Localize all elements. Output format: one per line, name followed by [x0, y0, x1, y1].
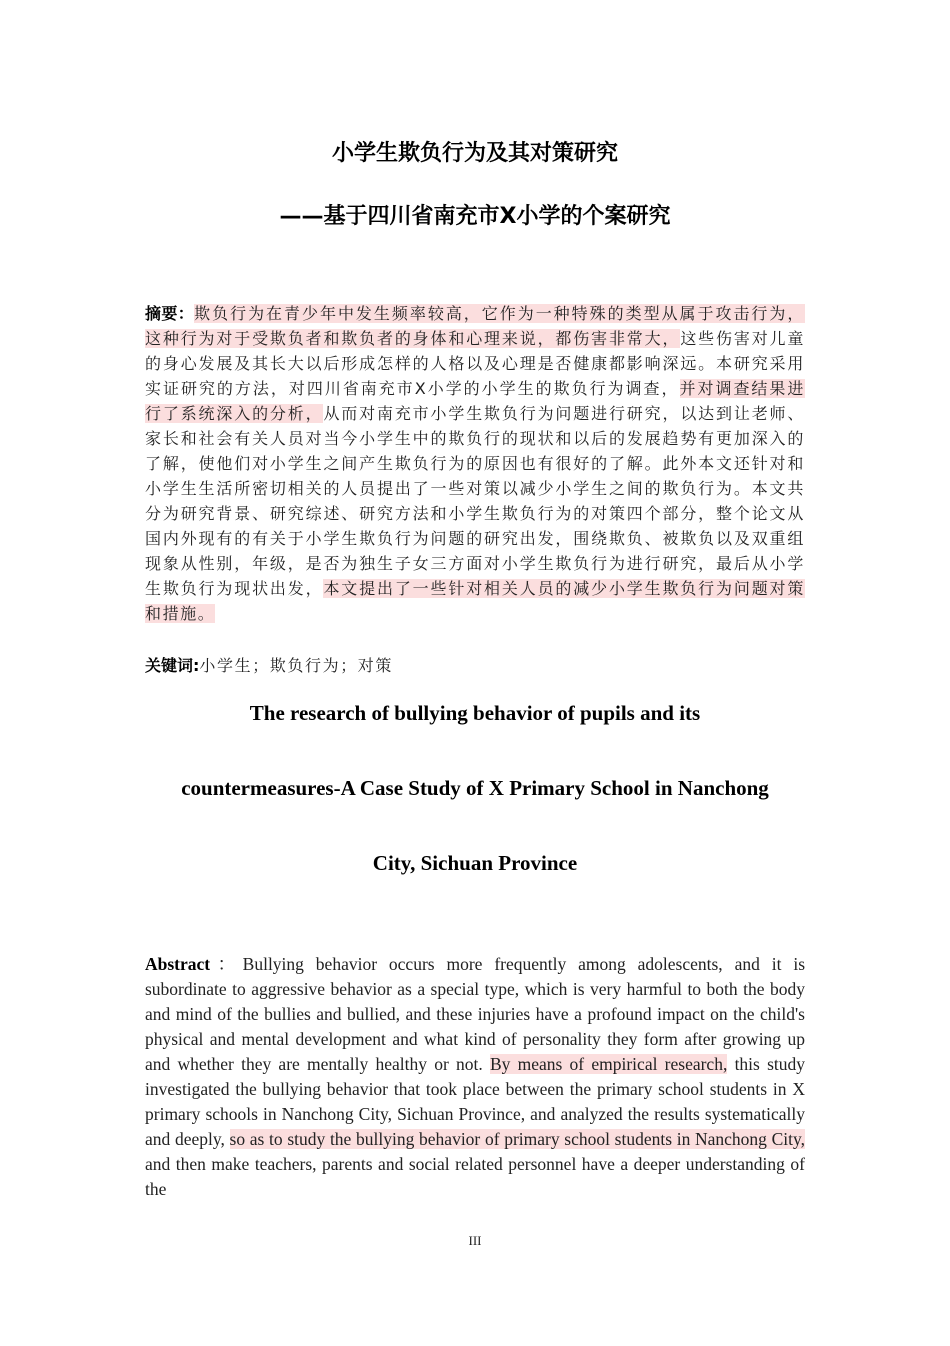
chinese-abstract-highlight: 欺负行为在青少年中发生频率较高，它作为一种特殊的类型从属于攻击行为，这种行为对于受欺负者和欺负者的身体和心理来说，都伤害非常大， [145, 304, 805, 348]
chinese-subtitle: ——基于四川省南充市X小学的个案研究 [279, 204, 671, 229]
chinese-abstract-text: 这些伤害对儿童的身心发展及其长大以后形成怎样的人格以及心理是否健康都影响深远。本研究采用实证研究的方法，对四川省南充市X小学的小学生的欺负行为调查， [145, 329, 805, 398]
english-abstract-text: and then make teachers, parents and social related personnel have a deeper understanding of the [145, 1154, 805, 1199]
page-number: III [468, 1233, 482, 1248]
chinese-abstract-highlight: 本文提出了一些针对相关人员的减少小学生欺负行为问题对策和措施。 [145, 579, 805, 623]
chinese-abstract-label: 摘要： [145, 304, 195, 323]
chinese-keywords [145, 653, 805, 678]
chinese-keywords-label: 关键词: [145, 656, 200, 675]
english-abstract-highlight: By means of empirical research, [489, 1054, 728, 1074]
chinese-abstract-text: 从而对南充市小学生欺负行为问题进行研究，以达到让老师、家长和社会有关人员对当今小学生中的欺负行的现状和以后的发展趋势有更加深入的了解，使他们对小学生之间产生欺负行为的原因也有很好的了解。此外本文还针对和小学生生活所密切相关的人员提出了一些对策以减少小学生之间的欺负行为。本文共分为研究背景、研究综述、研究方法和小学生欺负行为的对策四个部分，整个论文从国内外现有的有关于小学生欺负行为问题的研究出发，围绕欺负、被欺负以及双重组现象从性别，年级，是否为独生子女三方面对小学生欺负行为进行研究，最后从小学生欺负行为现状出发， [145, 404, 805, 598]
chinese-title: 小学生欺负行为及其对策研究 [331, 141, 618, 166]
english-abstract [145, 952, 805, 1202]
english-abstract-colon: ： [210, 954, 243, 974]
english-abstract-text: Bullying behavior occurs more frequently among adolescents, and it is subordinate to aggressive behavior as a special type, which is very harmful to both the body and mind of the bullies and bullied, and these injuries have a profound impact on the child's physical and mental development and what kind of personality they form after growing up and whether they are mentally healthy or not. [145, 954, 806, 1074]
chinese-abstract [145, 301, 805, 626]
chinese-keywords-text: 小学生；欺负行为；对策 [199, 656, 394, 675]
english-abstract-label: Abstract [145, 954, 211, 974]
english-abstract-text: this study investigated the bullying behavior that took place between the primary school students in X primary schools in Nanchong City, Sichuan Province, and analyzed the results systematically and deeply, [145, 1054, 805, 1149]
english-title-line-2: countermeasures-A Case Study of X Primary School in Nanchong [181, 776, 769, 800]
english-title-line-3: City, Sichuan Province [372, 851, 578, 875]
chinese-abstract-highlight: 并对调查结果进行了系统深入的分析， [145, 379, 806, 423]
english-abstract-highlight: so as to study the bullying behavior of primary school students in Nanchong City, [229, 1129, 805, 1149]
english-title-line-1: The research of bullying behavior of pupils and its [249, 701, 701, 725]
